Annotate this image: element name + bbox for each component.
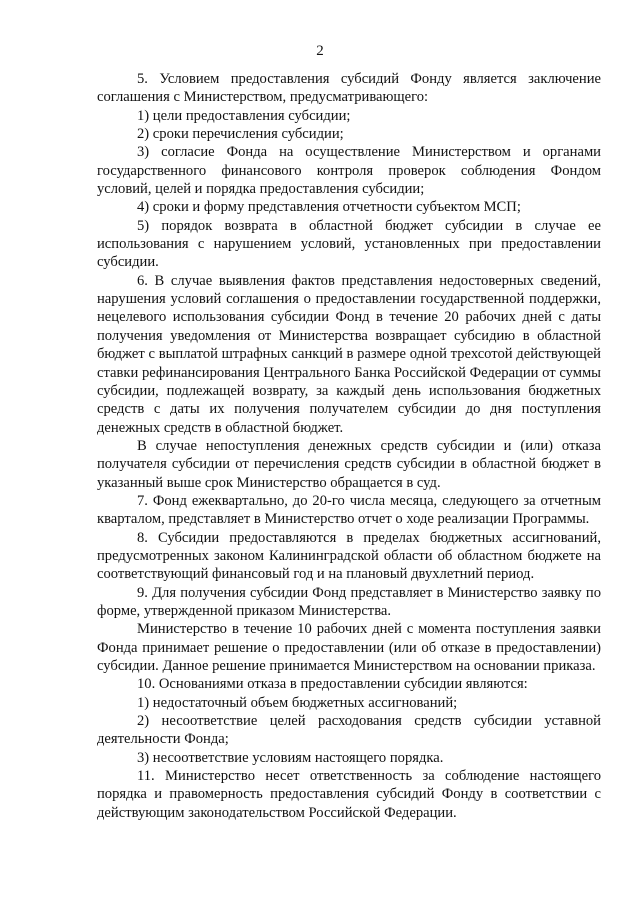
- paragraph-11: 11. Министерство несет ответственность за соблюдение настоящего порядка и правомерность предоставления субсидий Фонду в соответствии с действующим законодательством Российской Федерации.: [97, 768, 601, 821]
- list-item-goals: 1) цели предоставления субсидии;: [137, 107, 351, 124]
- paragraph-9: 9. Для получения субсидии Фонд представляет в Министерство заявку по форме, утвержденной приказом Министерства.: [97, 584, 601, 619]
- list-item-return-procedure: 5) порядок возврата в областной бюджет субсидии в случае ее использования с нарушением условий, установленных при предоставлении субсидии.: [97, 217, 601, 271]
- document-body: [97, 70, 601, 822]
- page-number: 2: [316, 43, 324, 59]
- paragraph-6: 6. В случае выявления фактов представления недостоверных сведений, нарушения условий соглашения о предоставлении государственной поддержки, нецелевого использования субсидии Фонд в течение 20 рабочих дней с даты получения уведомления от Министерства возвращает субсидию в областной бюджет с выплатой штрафных санкций в размере одной трехсотой действующей ставки рефинансирования Центрального Банка Российской Федерации от суммы субсидии, подлежащей возврату, за каждый день использования бюджетных средств с даты их получения получателем субсидии до дня поступления денежных средств в областной бюджет.: [97, 272, 601, 436]
- refusal-reason-budget: 1) недостаточный объем бюджетных ассигнований;: [137, 694, 458, 711]
- paragraph-6-court: В случае непоступления денежных средств субсидии и (или) отказа получателя субсидии от перечисления средств субсидии в областной бюджет в указанный выше срок Министерство обращается в суд.: [97, 437, 601, 491]
- refusal-reason-conditions: 3) несоответствие условиям настоящего порядка.: [137, 749, 444, 766]
- refusal-reason-goals: 2) несоответствие целей расходования средств субсидии уставной деятельности Фонда;: [97, 713, 601, 748]
- paragraph-9-decision: Министерство в течение 10 рабочих дней с момента поступления заявки Фонда принимает решение о предоставлении (или об отказе в предоставлении) субсидии. Данное решение принимается Министерством на основании приказа.: [97, 621, 601, 674]
- list-item-fund-consent: 3) согласие Фонда на осуществление Министерством и органами государственного финансового контроля проверок соблюдения Фондом условий, целей и порядка предоставления субсидии;: [97, 144, 601, 198]
- paragraph-8: 8. Субсидии предоставляются в пределах бюджетных ассигнований, предусмотренных законом Калининградской области об областном бюджете на соответствующий финансовый год и на плановый двухлетний период.: [97, 529, 601, 583]
- list-item-transfer-terms: 2) сроки перечисления субсидии;: [137, 126, 344, 143]
- paragraph-5: 5. Условием предоставления субсидий Фонду является заключение соглашения с Министерством, предусматривающего:: [97, 71, 601, 106]
- paragraph-10: 10. Основаниями отказа в предоставлении субсидии являются:: [137, 676, 528, 693]
- list-item-reporting: 4) сроки и форму представления отчетности субъектом МСП;: [137, 199, 521, 216]
- paragraph-7: 7. Фонд ежеквартально, до 20-го числа месяца, следующего за отчетным кварталом, представляет в Министерство отчет о ходе реализации Программы.: [97, 492, 601, 528]
